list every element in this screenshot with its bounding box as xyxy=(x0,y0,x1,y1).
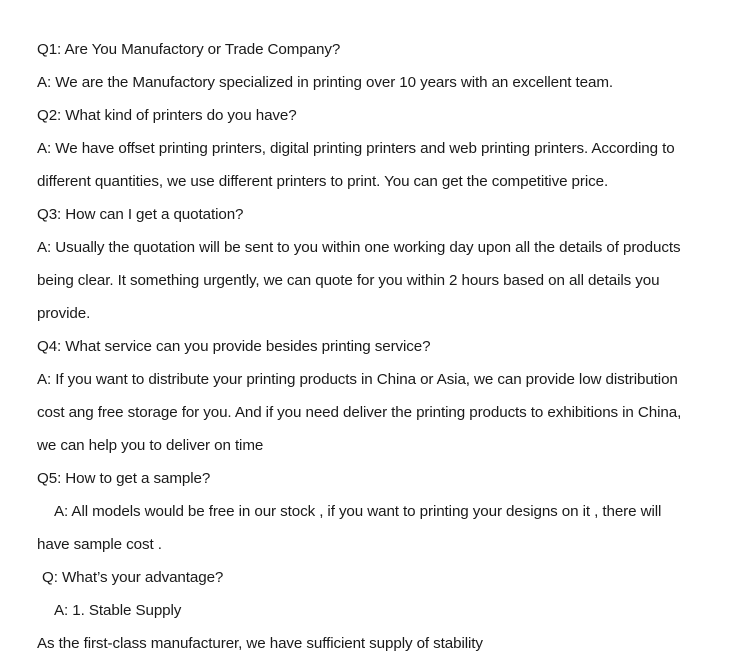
answer-3-line-3: provide. xyxy=(37,305,91,322)
question-text: What kind of printers do you have? xyxy=(61,107,297,124)
answer-6-line-1: A: 1. Stable Supply xyxy=(54,602,182,619)
answer-3-line-2: being clear. It something urgently, we can quote for you within 2 hours based on all details you xyxy=(37,272,660,289)
question-label: Q5 xyxy=(37,470,58,487)
question-6: Q: What’s your advantage? xyxy=(42,569,224,586)
answer-5-line-1: A: All models would be free in our stock , if you want to printing your designs on it , there will xyxy=(54,503,662,520)
answer-4-line-3: we can help you to deliver on time xyxy=(37,437,264,454)
answer-4-line-1: A: If you want to distribute your printing products in China or Asia, we can provide low distribution xyxy=(37,371,678,388)
answer-1-line-1: A: We are the Manufactory specialized in printing over 10 years with an excellent team. xyxy=(37,74,614,91)
question-text: Are You Manufactory or Trade Company? xyxy=(61,41,341,58)
answer-4-line-2: cost ang free storage for you. And if you need deliver the printing products to exhibitions in China, xyxy=(37,404,682,421)
question-text: : How to get a sample? xyxy=(57,470,211,487)
question-1 xyxy=(37,38,737,71)
answer-3-line-1: A: Usually the quotation will be sent to you within one working day upon all the details of products xyxy=(37,239,681,256)
answer-2-line-1: A: We have offset printing printers, digital printing printers and web printing printers. According to xyxy=(37,140,675,157)
question-2 xyxy=(37,104,737,137)
question-4 xyxy=(37,335,737,368)
question-label: Q1: xyxy=(37,41,62,58)
faq-document xyxy=(37,38,737,665)
question-label: Q3: xyxy=(37,206,62,223)
question-label: Q4: xyxy=(37,338,62,355)
question-label: Q2: xyxy=(37,107,62,124)
question-text: What service can you provide besides printing service? xyxy=(61,338,431,355)
question-text: How can I get a quotation? xyxy=(61,206,244,223)
question-5 xyxy=(37,467,737,500)
answer-6-line-2: As the first-class manufacturer, we have sufficient supply of stability xyxy=(37,635,483,652)
question-3 xyxy=(37,203,737,236)
answer-5-line-2: have sample cost . xyxy=(37,536,162,553)
answer-2-line-2: different quantities, we use different printers to print. You can get the competitive price. xyxy=(37,173,609,190)
